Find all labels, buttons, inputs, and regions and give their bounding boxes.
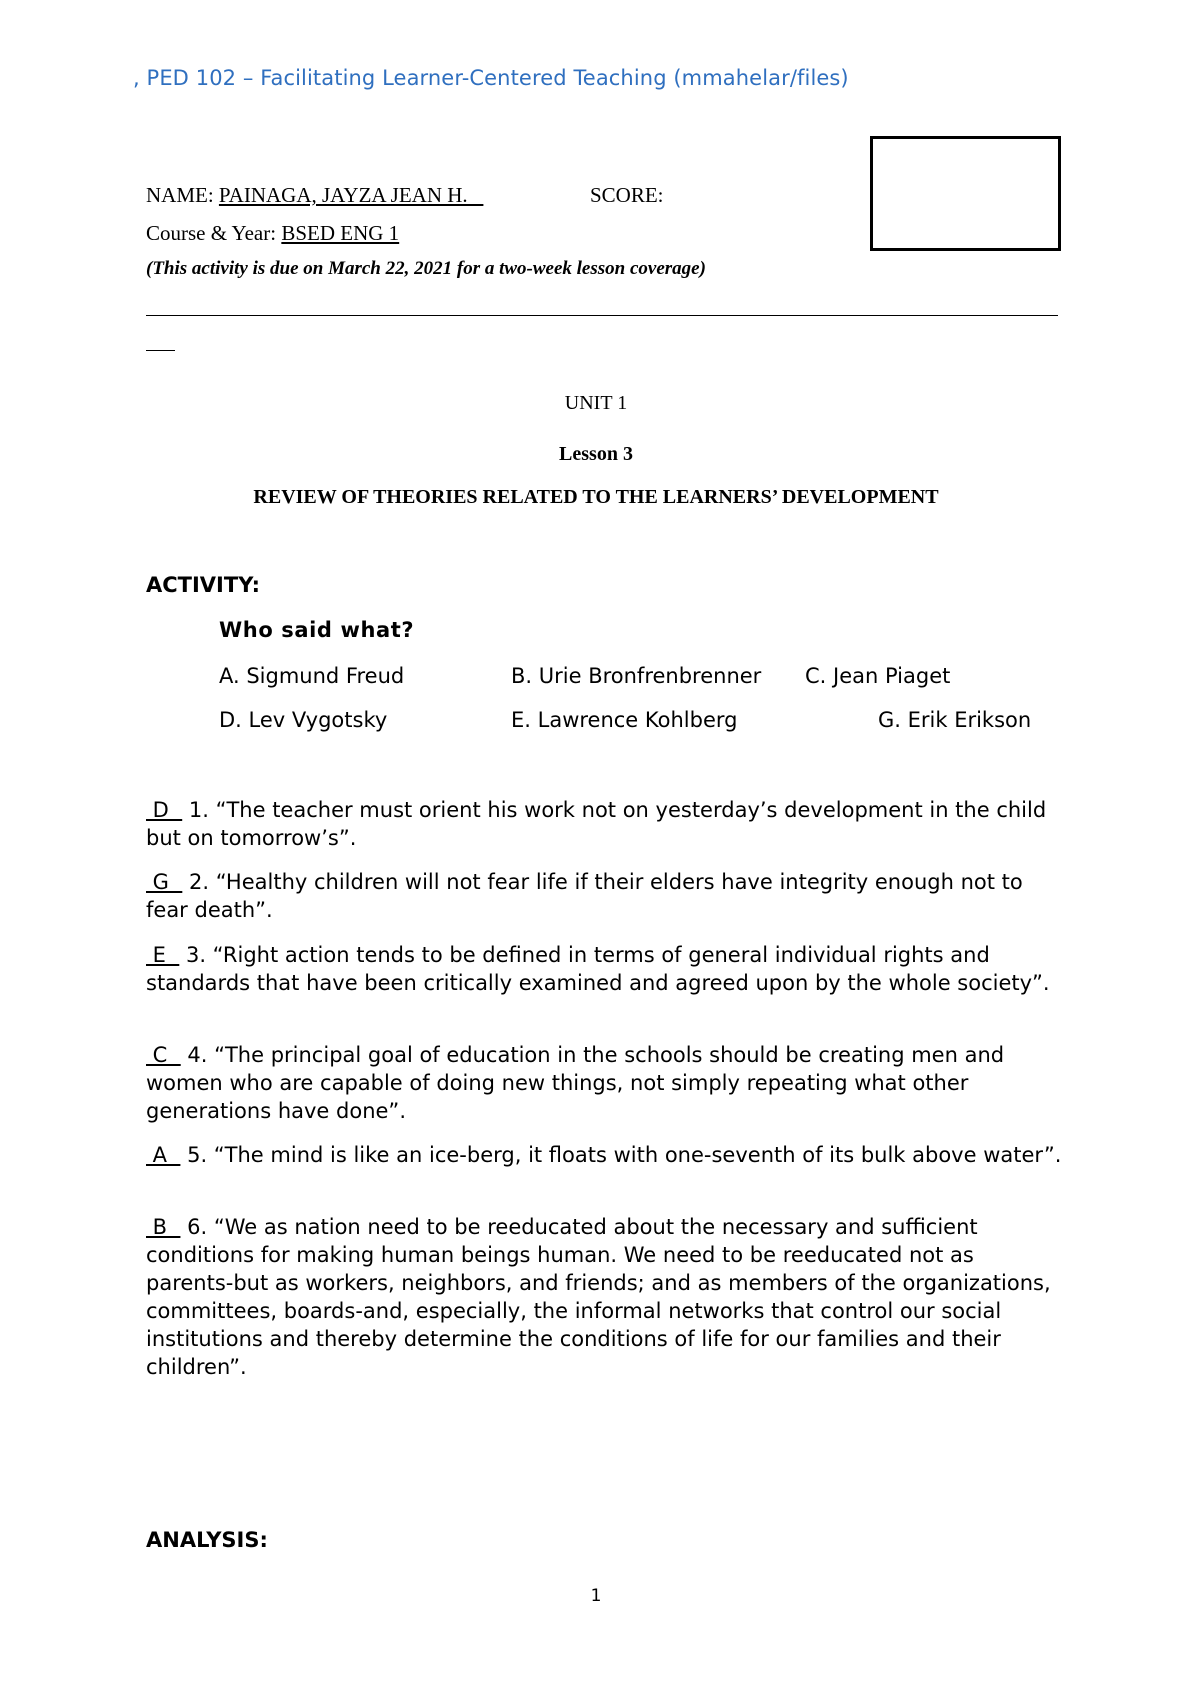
list-item: [146, 796, 1066, 852]
item-text: 5. “The mind is like an ice-berg, it floats with one-seventh of its bulk above water”.: [180, 1143, 1062, 1167]
activity-label: ACTIVITY:: [146, 573, 260, 597]
divider-line: [146, 315, 1058, 316]
name-label: NAME:: [146, 183, 219, 207]
item-text: 1. “The teacher must orient his work not on yesterday’s development in the child but on tomorrow’s”.: [146, 798, 1047, 850]
choice-g: G. Erik Erikson: [878, 708, 1032, 732]
item-text: 4. “The principal goal of education in the schools should be creating men and women who are capable of doing new things, not simply repeating what other generations have done”.: [146, 1043, 1005, 1123]
score-label: SCORE:: [590, 183, 664, 207]
answer-blank: D: [146, 798, 183, 822]
answer-blank: C: [146, 1043, 181, 1067]
answer-blank: G: [146, 870, 183, 894]
choice-a: A. Sigmund Freud: [219, 664, 405, 688]
question-title: Who said what?: [219, 618, 415, 642]
name-value: PAINAGA, JAYZA JEAN H.: [218, 183, 484, 207]
name-line: [146, 183, 483, 208]
choice-b: B. Urie Bronfrenbrenner: [511, 664, 762, 688]
lesson-title: Lesson 3: [559, 443, 633, 465]
course-year-value: BSED ENG 1: [281, 221, 400, 245]
due-note: (This activity is due on March 22, 2021 for a two-week lesson coverage): [146, 258, 706, 279]
choice-d: D. Lev Vygotsky: [219, 708, 388, 732]
choice-c: C. Jean Piaget: [805, 664, 951, 688]
analysis-label: ANALYSIS:: [146, 1528, 268, 1552]
list-item: [146, 941, 1066, 997]
course-year-line: [146, 221, 399, 246]
choice-e: E. Lawrence Kohlberg: [511, 708, 738, 732]
course-header: , PED 102 – Facilitating Learner-Centered Teaching (mmahelar/files): [133, 66, 849, 90]
answer-blank: B: [146, 1215, 181, 1239]
divider-line-short: [146, 350, 175, 351]
item-text: 2. “Healthy children will not fear life if their elders have integrity enough not to fear death”.: [146, 870, 1023, 922]
answer-blank: E: [146, 943, 180, 967]
list-item: [146, 868, 1066, 924]
review-title: REVIEW OF THEORIES RELATED TO THE LEARNERS’ DEVELOPMENT: [253, 486, 939, 508]
item-text: 3. “Right action tends to be defined in terms of general individual rights and standards that have been critically examined and agreed upon by the whole society”.: [146, 943, 1050, 995]
list-item: [146, 1141, 1066, 1169]
list-item: [146, 1041, 1066, 1125]
page-number: 1: [590, 1586, 602, 1606]
score-box: [870, 136, 1061, 251]
answer-blank: A: [146, 1143, 181, 1167]
course-year-label: Course & Year:: [146, 221, 282, 245]
unit-title: UNIT 1: [564, 392, 628, 414]
list-item: [146, 1213, 1066, 1381]
item-text: 6. “We as nation need to be reeducated about the necessary and sufficient conditions for making human beings human. We need to be reeducated not as parents-but as workers, neighbors, and friends; and as members of the organizations, committees, boards-and, especially, the informal networks that control our social institutions and thereby determine the conditions of life for our families and their children”.: [146, 1215, 1051, 1379]
